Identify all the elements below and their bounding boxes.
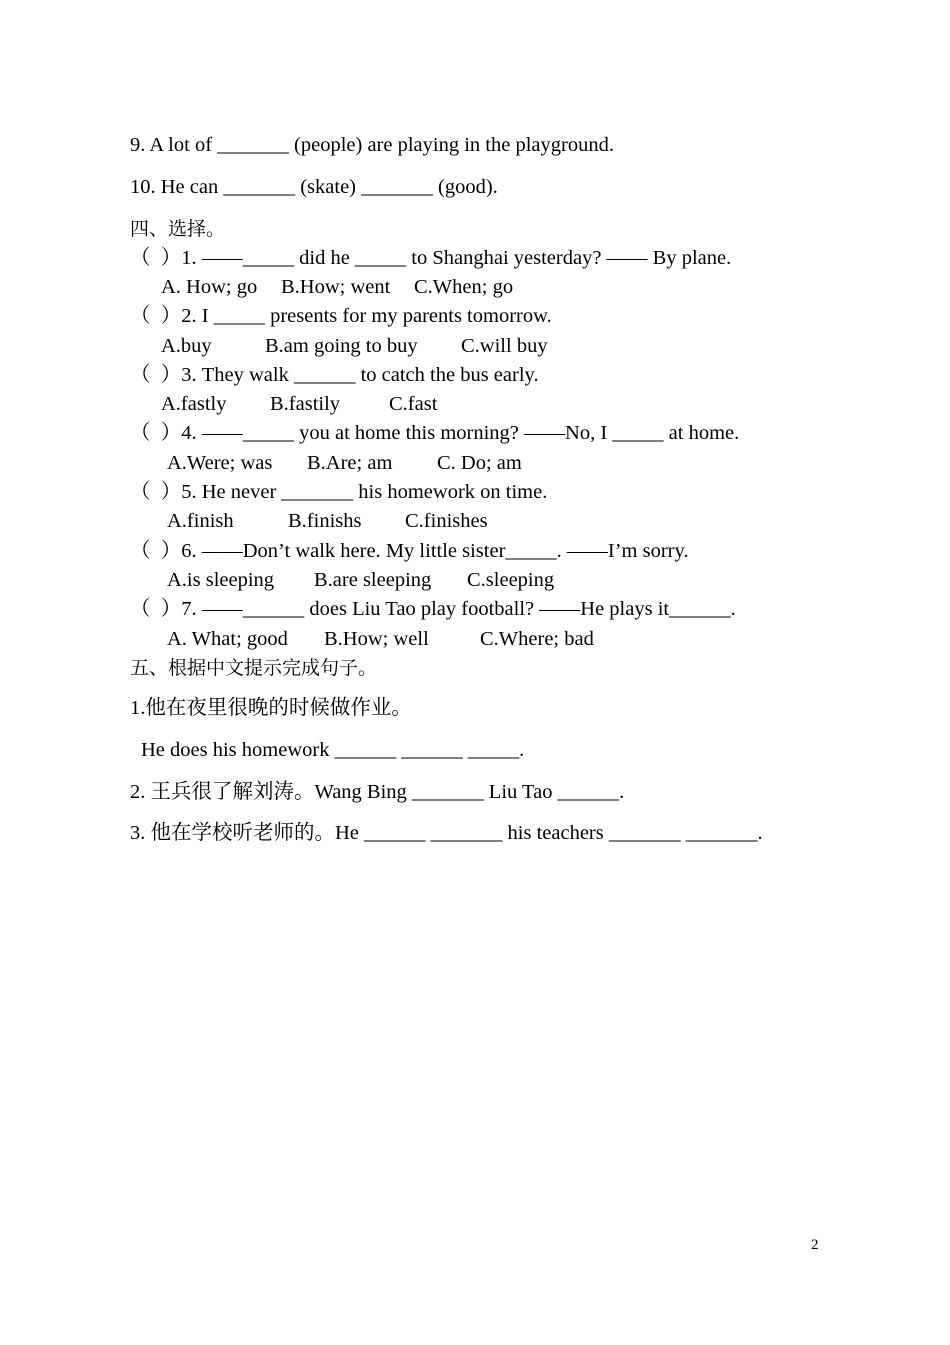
- question-4-option-b: B.Are; am: [307, 452, 393, 474]
- question-6-option-a: A.is sleeping: [167, 569, 275, 591]
- sentence-2: 2. 王兵很了解刘涛。Wang Bing _______ Liu Tao ______.: [130, 781, 625, 803]
- question-2-option-b: B.am going to buy: [265, 335, 418, 357]
- question-3-option-a: A.fastly: [161, 393, 227, 415]
- section-4-title: 四、选择。: [130, 218, 226, 240]
- question-4-option-c: C. Do; am: [437, 452, 522, 474]
- question-4-stem: （ ）4. ——_____ you at home this morning? ——No, I _____ at home.: [130, 422, 740, 444]
- item-text: A lot of _______ (people) are playing in the playground.: [149, 134, 614, 156]
- question-2-option-a: A.buy: [161, 335, 212, 357]
- question-5-option-c: C.finishes: [405, 510, 488, 532]
- question-6-stem: （ ）6. ——Don’t walk here. My little sister_____. ——I’m sorry.: [130, 540, 689, 562]
- question-1-option-b: B.How; went: [281, 276, 391, 298]
- section-5-title: 五、根据中文提示完成句子。: [130, 657, 378, 679]
- fill-in-item-10: [130, 175, 498, 199]
- question-7-option-a: A. What; good: [167, 628, 288, 650]
- sentence-1-prompt: 1.他在夜里很晚的时候做作业。: [130, 697, 412, 719]
- question-6-option-c: C.sleeping: [467, 569, 555, 591]
- question-5-option-a: A.finish: [167, 510, 234, 532]
- item-number: 9.: [130, 134, 146, 156]
- page-number: 2: [811, 1237, 819, 1253]
- question-7-option-b: B.How; well: [324, 628, 429, 650]
- question-7-stem: （ ）7. ——______ does Liu Tao play football? ——He plays it______.: [130, 598, 736, 620]
- item-text: He can _______ (skate) _______ (good).: [160, 176, 498, 198]
- sentence-1-answer: He does his homework ______ ______ _____.: [141, 739, 525, 761]
- question-1-option-c: C.When; go: [414, 276, 514, 298]
- fill-in-item-9: [130, 133, 614, 157]
- question-2-option-c: C.will buy: [461, 335, 548, 357]
- question-2-stem: （ ）2. I _____ presents for my parents tomorrow.: [130, 305, 552, 327]
- question-5-option-b: B.finishs: [288, 510, 362, 532]
- item-number: 10.: [130, 176, 156, 198]
- sentence-3: 3. 他在学校听老师的。He ______ _______ his teachers _______ _______.: [130, 822, 763, 844]
- question-3-stem: （ ）3. They walk ______ to catch the bus early.: [130, 364, 539, 386]
- question-6-option-b: B.are sleeping: [314, 569, 432, 591]
- question-3-option-b: B.fastily: [270, 393, 341, 415]
- question-1-stem: （ ）1. ——_____ did he _____ to Shanghai yesterday? —— By plane.: [130, 247, 732, 269]
- question-7-option-c: C.Where; bad: [480, 628, 594, 650]
- question-3-option-c: C.fast: [389, 393, 438, 415]
- question-4-option-a: A.Were; was: [167, 452, 273, 474]
- question-1-option-a: A. How; go: [161, 276, 258, 298]
- question-5-stem: （ ）5. He never _______ his homework on time.: [130, 481, 548, 503]
